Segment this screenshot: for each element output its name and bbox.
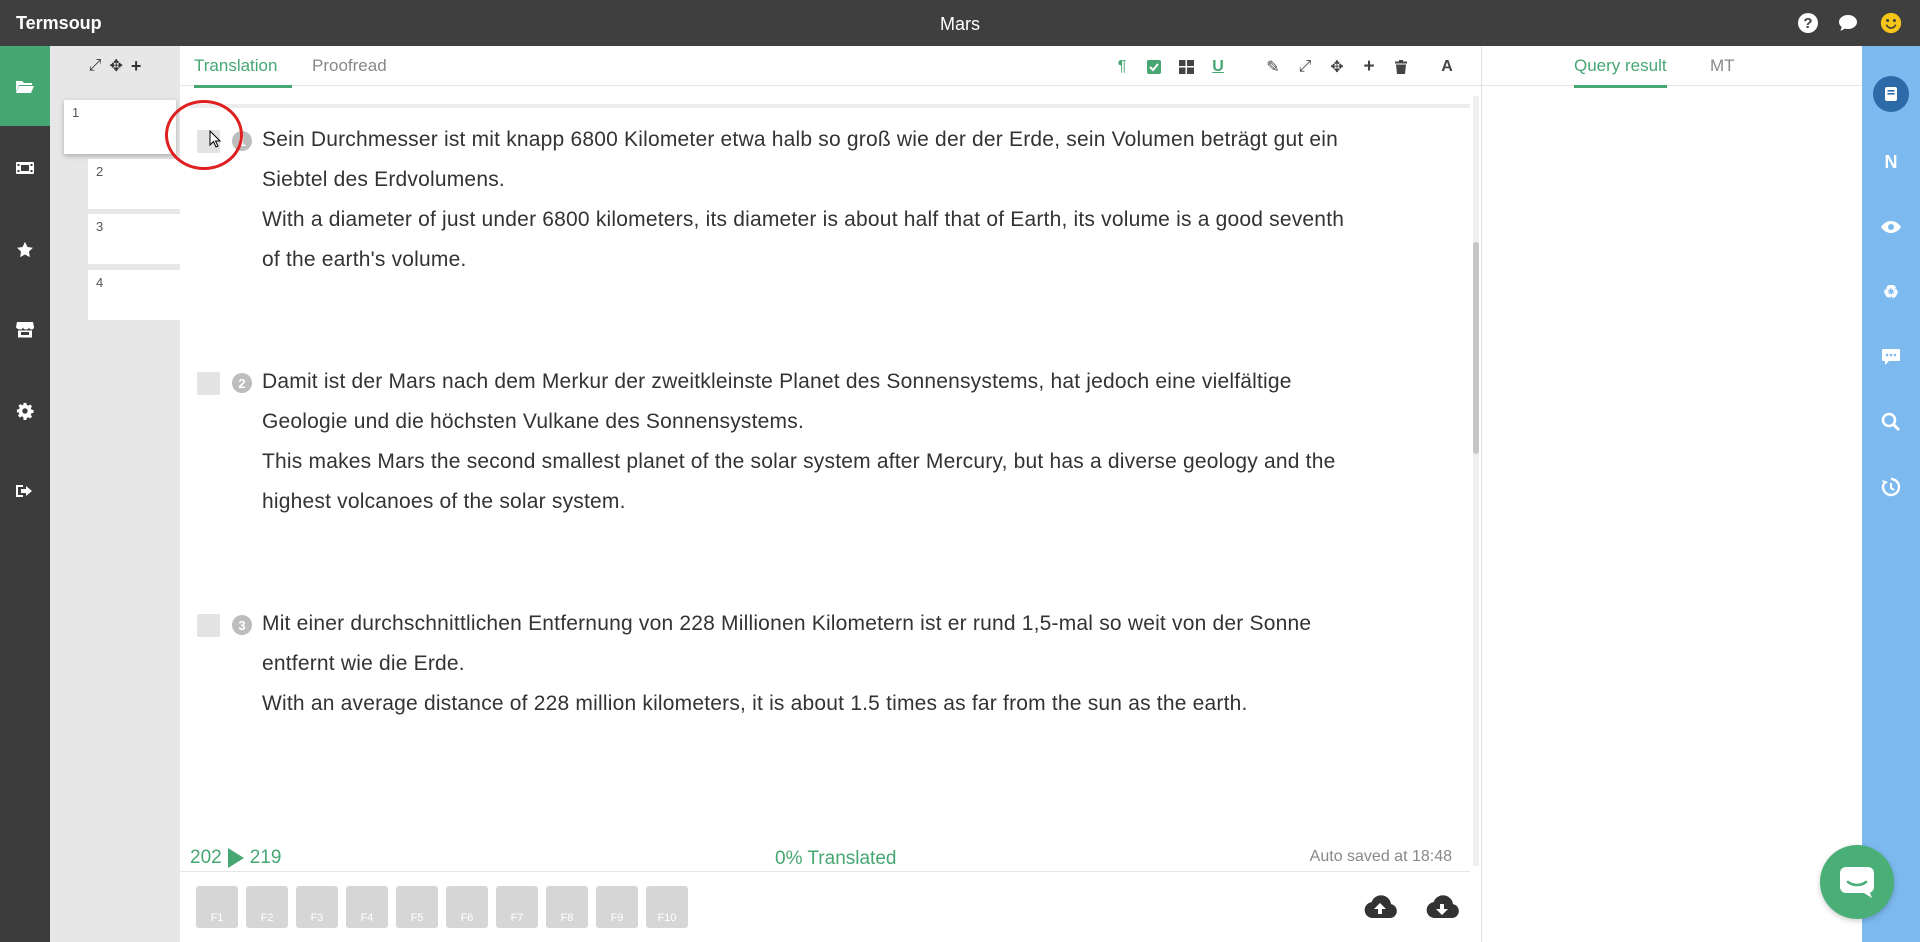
smiley-avatar-icon[interactable] xyxy=(1880,12,1902,34)
store-icon[interactable] xyxy=(0,290,50,370)
scrollbar-thumb[interactable] xyxy=(1473,242,1479,454)
editor-scrollbar[interactable] xyxy=(1473,96,1479,866)
segment-checkbox[interactable] xyxy=(197,372,220,395)
tab-translation[interactable]: Translation xyxy=(194,56,292,88)
query-panel-tabs xyxy=(1482,46,1862,86)
segment-target[interactable]: With a diameter of just under 6800 kilometers, its diameter is about half that of Earth, its volume is a good seventh of the earth's volume. xyxy=(262,208,1345,271)
comment-icon[interactable] xyxy=(1862,342,1920,372)
fkey-f4[interactable]: F4 xyxy=(346,886,388,928)
app-brand[interactable]: Termsoup xyxy=(16,13,102,33)
target-word-count: 219 xyxy=(249,847,282,868)
segment-checkbox[interactable] xyxy=(197,614,220,637)
right-tool-rail xyxy=(1862,46,1920,942)
page-list-toolbar xyxy=(50,46,180,86)
top-bar xyxy=(0,0,1920,46)
compress-icon[interactable]: ⤢ xyxy=(1298,58,1312,75)
page-thumb-label: 4 xyxy=(96,275,104,290)
move-icon[interactable]: ✥ xyxy=(109,58,123,75)
fkey-f9[interactable]: F9 xyxy=(596,886,638,928)
page-thumb-label: 1 xyxy=(72,105,80,120)
n-tool-icon[interactable]: N xyxy=(1884,151,1898,172)
plus-icon[interactable]: + xyxy=(130,55,142,76)
recycle-icon[interactable]: ♻ xyxy=(1882,281,1900,302)
chat-launcher-button[interactable] xyxy=(1820,845,1894,919)
fkey-f5[interactable]: F5 xyxy=(396,886,438,928)
chat-launcher-icon xyxy=(1838,865,1876,899)
editor-toolbar-left xyxy=(1106,56,1234,78)
check-square-icon[interactable] xyxy=(1138,56,1170,78)
pencil-icon[interactable]: ✎ xyxy=(1266,59,1280,76)
segment-top-divider xyxy=(190,104,1470,108)
tab-mt[interactable]: MT xyxy=(1710,56,1735,75)
film-icon[interactable] xyxy=(0,128,50,208)
fkey-f2[interactable]: F2 xyxy=(246,886,288,928)
source-word-count: 202 xyxy=(190,847,222,868)
collapse-icon[interactable]: ⤢ xyxy=(88,57,102,74)
editor-status-bar xyxy=(180,842,1470,872)
segment-source[interactable]: Mit einer durchschnittlichen Entfernung von 228 Millionen Kilometern ist er rund 1,5-mal so weit von der Sonne entfernt wie die Erde. xyxy=(262,612,1312,675)
fkey-f3[interactable]: F3 xyxy=(296,886,338,928)
word-count xyxy=(190,847,281,869)
autosave-status: Auto saved at 18:48 xyxy=(1309,848,1452,865)
plus-icon[interactable]: + xyxy=(1363,56,1375,77)
query-panel xyxy=(1482,46,1862,942)
page-thumb-2[interactable] xyxy=(88,159,180,209)
chat-bubble-icon[interactable] xyxy=(1837,12,1859,34)
tab-query-result[interactable]: Query result xyxy=(1574,56,1667,88)
editor-toolbar-right xyxy=(1257,56,1463,78)
mouse-cursor-icon xyxy=(209,130,221,153)
page-thumbnail-list xyxy=(50,46,180,942)
font-icon[interactable]: A xyxy=(1441,58,1453,75)
fkey-f10[interactable]: F10 xyxy=(646,886,688,928)
editor-panel xyxy=(180,46,1482,942)
grid-icon[interactable] xyxy=(1170,56,1202,78)
annotation-highlight-circle xyxy=(165,100,243,170)
document-title: Mars xyxy=(940,14,980,34)
fkey-f1[interactable]: F1 xyxy=(196,886,238,928)
page-thumb-label: 2 xyxy=(96,164,104,179)
book-icon[interactable] xyxy=(1862,79,1920,109)
page-thumb-3[interactable] xyxy=(88,214,180,264)
segment-number: 2 xyxy=(232,373,252,393)
left-nav-rail xyxy=(0,46,50,942)
move-icon[interactable]: ✥ xyxy=(1330,59,1344,76)
help-icon[interactable]: ? xyxy=(1797,12,1819,34)
eye-icon[interactable] xyxy=(1862,212,1920,242)
translation-progress: 0% Translated xyxy=(775,848,897,869)
search-icon[interactable] xyxy=(1862,407,1920,437)
segment-target[interactable]: This makes Mars the second smallest planet of the solar system after Mercury, but has a diverse geology and the highest volcanoes of the solar system. xyxy=(262,450,1336,513)
folder-open-icon[interactable] xyxy=(0,46,50,126)
segment-source[interactable]: Damit ist der Mars nach dem Merkur der zweitkleinste Planet des Sonnensystems, hat jedoch eine vielfältige Geologie und die höchsten Vulkane des Sonnensystems. xyxy=(262,370,1292,433)
sign-out-icon[interactable] xyxy=(0,451,50,531)
page-thumb-label: 3 xyxy=(96,219,104,234)
fkey-f8[interactable]: F8 xyxy=(546,886,588,928)
editor-tabs xyxy=(180,46,1481,86)
page-thumb-4[interactable] xyxy=(88,270,180,320)
function-key-bar xyxy=(196,886,688,928)
trash-icon[interactable] xyxy=(1385,56,1417,78)
cloud-upload-icon[interactable] xyxy=(1363,894,1397,920)
segment-source[interactable]: Sein Durchmesser ist mit knapp 6800 Kilometer etwa halb so groß wie der der Erde, sein Volumen beträgt gut ein Siebtel des Erdvolumens. xyxy=(262,128,1339,191)
play-icon xyxy=(228,848,244,868)
segment-target[interactable]: With an average distance of 228 million kilometers, it is about 1.5 times as far from the sun as the earth. xyxy=(262,692,1248,715)
segment-number: 1 xyxy=(232,131,252,151)
fkey-f7[interactable]: F7 xyxy=(496,886,538,928)
page-thumb-1[interactable] xyxy=(64,100,176,154)
underline-icon[interactable]: U xyxy=(1212,58,1224,75)
tab-proofread[interactable]: Proofread xyxy=(312,56,387,75)
cloud-download-icon[interactable] xyxy=(1425,894,1459,920)
star-icon[interactable] xyxy=(0,210,50,290)
fkey-f6[interactable]: F6 xyxy=(446,886,488,928)
segment-number: 3 xyxy=(232,615,252,635)
history-icon[interactable] xyxy=(1862,472,1920,502)
paragraph-icon[interactable]: ¶ xyxy=(1117,58,1127,75)
gear-icon[interactable] xyxy=(0,371,50,451)
